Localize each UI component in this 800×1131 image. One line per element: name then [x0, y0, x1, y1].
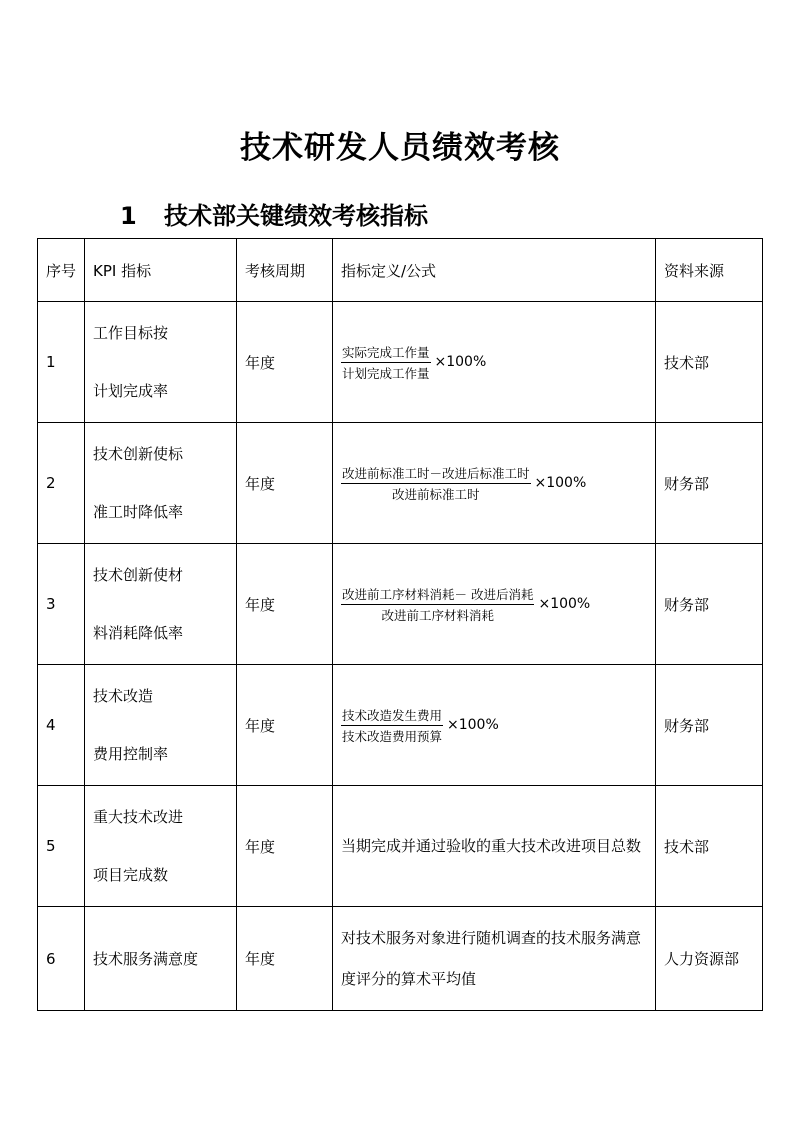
kpi-line: 项目完成数: [93, 866, 169, 884]
fraction: [341, 464, 531, 503]
table-row: [38, 423, 763, 544]
cell-kpi: [85, 544, 237, 665]
header-cell-no: 序号: [38, 239, 85, 302]
cell-no: 6: [38, 907, 85, 1011]
table-header-row: [38, 239, 763, 302]
kpi-line: 费用控制率: [93, 745, 169, 763]
fraction: [341, 706, 443, 745]
cell-no: 5: [38, 786, 85, 907]
cell-source: 人力资源部: [656, 907, 763, 1011]
kpi-line: 准工时降低率: [93, 503, 184, 521]
cell-definition: 当期完成并通过验收的重大技术改进项目总数: [333, 786, 656, 907]
kpi-line: 技术创新使材: [93, 566, 184, 584]
cell-formula: [333, 302, 656, 423]
table-row: [38, 302, 763, 423]
cell-kpi: 技术服务满意度: [85, 907, 237, 1011]
cell-source: 财务部: [656, 665, 763, 786]
kpi-line: 技术创新使标: [93, 445, 184, 463]
cell-formula: [333, 544, 656, 665]
kpi-line: 工作目标按: [93, 324, 169, 342]
section-heading: [120, 196, 428, 231]
table-row: [38, 665, 763, 786]
table-row: [38, 907, 763, 1011]
cell-kpi: [85, 665, 237, 786]
formula-denominator: 改进前标准工时: [392, 486, 480, 502]
formula-numerator: 改进前工序材料消耗－ 改进后消耗: [341, 585, 534, 605]
cell-definition: 对技术服务对象进行随机调查的技术服务满意度评分的算术平均值: [333, 907, 656, 1011]
cell-no: 4: [38, 665, 85, 786]
formula-multiplier: ×100%: [534, 475, 587, 491]
document-title: 技术研发人员绩效考核: [240, 130, 560, 166]
cell-no: 2: [38, 423, 85, 544]
table-row: [38, 544, 763, 665]
kpi-line: 料消耗降低率: [93, 624, 184, 642]
cell-source: 财务部: [656, 423, 763, 544]
formula-numerator: 技术改造发生费用: [341, 706, 443, 726]
cell-no: 1: [38, 302, 85, 423]
cell-kpi: [85, 302, 237, 423]
kpi-line: 计划完成率: [93, 382, 169, 400]
formula-numerator: 实际完成工作量: [341, 343, 431, 363]
formula: [341, 585, 590, 624]
header-cell-kpi: KPI 指标: [85, 239, 237, 302]
formula-denominator: 技术改造费用预算: [342, 728, 443, 744]
formula-multiplier: ×100%: [538, 596, 591, 612]
header-cell-source: 资料来源: [656, 239, 763, 302]
header-cell-definition: 指标定义/公式: [333, 239, 656, 302]
cell-period: 年度: [237, 423, 333, 544]
section-heading-text: 技术部关键绩效考核指标: [164, 202, 428, 230]
cell-kpi: [85, 423, 237, 544]
header-cell-period: 考核周期: [237, 239, 333, 302]
formula-multiplier: ×100%: [434, 354, 487, 370]
formula: [341, 464, 586, 503]
cell-period: 年度: [237, 665, 333, 786]
cell-no: 3: [38, 544, 85, 665]
cell-formula: [333, 423, 656, 544]
cell-period: 年度: [237, 786, 333, 907]
cell-period: 年度: [237, 544, 333, 665]
cell-period: 年度: [237, 302, 333, 423]
formula: [341, 343, 486, 382]
formula-multiplier: ×100%: [447, 717, 499, 733]
section-number: 1: [120, 202, 137, 230]
fraction: [341, 585, 534, 624]
cell-formula: [333, 665, 656, 786]
formula: [341, 706, 499, 745]
kpi-line: 重大技术改进: [93, 808, 184, 826]
cell-source: 财务部: [656, 544, 763, 665]
cell-period: 年度: [237, 907, 333, 1011]
fraction: [341, 343, 431, 382]
kpi-table: [37, 238, 763, 1011]
kpi-line: 技术改造: [93, 687, 154, 705]
cell-source: 技术部: [656, 302, 763, 423]
formula-numerator: 改进前标准工时－改进后标准工时: [341, 464, 531, 484]
formula-denominator: 改进前工序材料消耗: [381, 607, 494, 623]
formula-denominator: 计划完成工作量: [342, 365, 430, 381]
table-row: [38, 786, 763, 907]
cell-kpi: [85, 786, 237, 907]
cell-source: 技术部: [656, 786, 763, 907]
